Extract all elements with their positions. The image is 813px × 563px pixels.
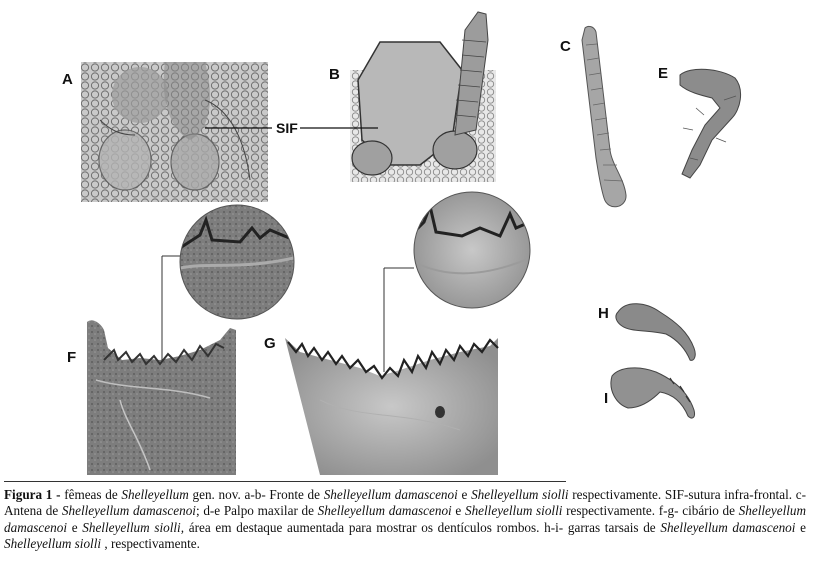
caption-text: respectivamente. f-g- cibário de: [562, 503, 739, 519]
caption-species: Shelleyellum siolli,: [82, 519, 185, 535]
caption-text: e: [67, 519, 83, 535]
panel-label-c: C: [560, 38, 571, 55]
caption-text: e: [795, 519, 806, 535]
caption-species: Shelleyellum damascenoi: [660, 519, 796, 535]
panel-label-i: I: [604, 390, 609, 407]
panel-label-b: B: [329, 66, 340, 83]
panel-g-image: [285, 192, 530, 475]
panel-c-image: [582, 26, 626, 206]
caption-species: Shelleyellum damascenoi: [4, 503, 807, 535]
caption-text: , respectivamente.: [101, 536, 200, 552]
panel-label-e: E: [658, 65, 669, 82]
panel-label-f: F: [67, 349, 77, 366]
caption-species: Shelleyellum damascenoi: [317, 503, 452, 519]
caption-text: e: [457, 487, 472, 502]
panel-h-image: [616, 304, 695, 361]
caption-species: Shelleyellum damascenoi: [61, 503, 196, 519]
caption-species: Shelleyellum siolli: [471, 487, 569, 502]
caption-text: respectivamente. SIF-sutura infra-frontal. c- Antena de: [4, 487, 806, 519]
panel-label-h: H: [598, 305, 609, 322]
caption-text: e: [451, 503, 465, 519]
caption-genus: Shelleyellum: [121, 487, 189, 502]
caption-text: área em destaque aumentada para mostrar os dentículos rombos. h-i- garras tarsais de: [184, 519, 661, 535]
panel-label-g: G: [264, 335, 276, 352]
caption-text: fêmeas de: [60, 487, 122, 502]
caption-species: Shelleyellum damascenoi: [323, 487, 458, 502]
panel-f-image: [87, 205, 294, 475]
panel-i-image: [611, 368, 695, 418]
caption-rule: [4, 481, 566, 482]
figure-caption: [4, 487, 806, 553]
caption-species: Shelleyellum siolli: [4, 536, 102, 552]
panel-a-image: [81, 62, 268, 202]
panel-e-image: [680, 69, 741, 178]
caption-lead: Figura 1 -: [4, 487, 61, 502]
panel-label-a: A: [62, 71, 73, 88]
sif-label: SIF: [276, 120, 298, 136]
panel-b-image: [350, 12, 496, 182]
caption-text: ; d-e Palpo maxilar de: [195, 503, 318, 519]
caption-species: Shelleyellum siolli: [464, 503, 563, 519]
caption-text: gen. nov. a-b- Fronte de: [188, 487, 324, 502]
